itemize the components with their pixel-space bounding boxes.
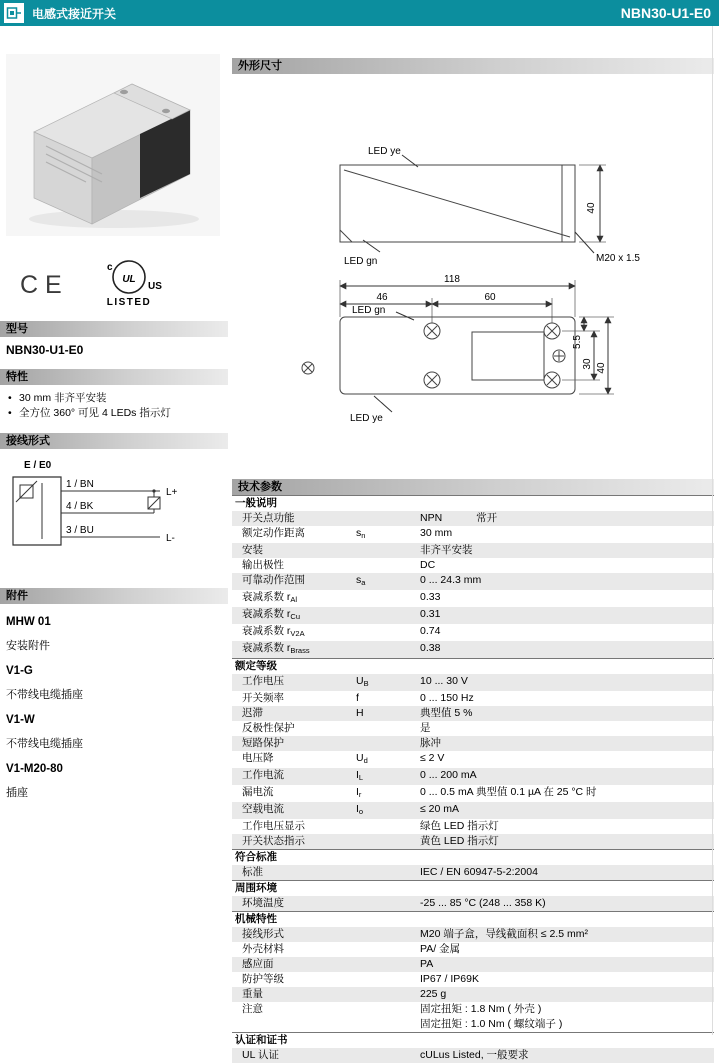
- tech-row-label: 安装: [242, 544, 263, 556]
- left-column: [0, 26, 228, 800]
- tech-row-label: 开关状态指示: [242, 835, 305, 847]
- tech-row-label: 可靠动作范围: [242, 574, 305, 586]
- tech-row-symbol: $I_L$: [356, 769, 364, 782]
- tech-row-label: 环境温度: [242, 897, 284, 909]
- wiring-diagram: [8, 457, 228, 574]
- tech-row-label: 反极性保护: [242, 722, 295, 734]
- tech-row-value: 0.74: [420, 625, 441, 637]
- accessory-desc: 插座: [6, 787, 28, 799]
- tech-row-value: 黄色 LED 指示灯: [420, 835, 499, 847]
- ul-letters: UL: [122, 273, 136, 285]
- tech-row-label: 工作电压: [242, 675, 284, 687]
- ul-us: US: [147, 280, 162, 292]
- tech-row-symbol: f: [356, 692, 359, 704]
- tech-row: [232, 957, 714, 972]
- wiring-title: E / E0: [24, 460, 52, 471]
- tech-row-value: PA/ 金属: [420, 943, 461, 955]
- tech-section-header: 机械特性: [232, 911, 714, 927]
- tech-row: [232, 511, 714, 526]
- tech-row-label: 衰减系数 $r_{Brass}$: [242, 642, 310, 655]
- accessory-desc: 不带线电缆插座: [6, 689, 83, 701]
- tech-row: [232, 785, 714, 802]
- tech-row-value: NPN 常开: [420, 512, 498, 524]
- dim-30: 30: [582, 358, 593, 370]
- dim-40-top: 40: [596, 362, 607, 374]
- dim-40-side: 40: [586, 202, 597, 214]
- model-name: NBN30-U1-E0: [6, 343, 84, 357]
- tech-row: [232, 972, 714, 987]
- tech-row-value: IP67 / IP69K: [420, 973, 479, 985]
- tech-row-label: 标准: [242, 866, 263, 878]
- section-header-connection: 接线形式: [0, 433, 228, 449]
- ul-listed: LISTED: [106, 296, 152, 308]
- section-header-features: 特性: [0, 369, 228, 385]
- tech-row-value: DC: [420, 559, 436, 571]
- tech-row-label: UL 认证: [242, 1049, 279, 1061]
- tech-row: [232, 834, 714, 849]
- tech-row: [232, 865, 714, 880]
- feature-item: • 全方位 360° 可见 4 LEDs 指示灯: [8, 406, 228, 421]
- tech-row-value: -25 ... 85 °C (248 ... 358 K): [420, 897, 546, 909]
- tech-row: [232, 607, 714, 624]
- feature-item: • 30 mm 非齐平安装: [8, 391, 228, 406]
- tech-row-value: 0 ... 200 mA: [420, 769, 477, 781]
- brand-icon: [4, 3, 24, 23]
- tech-row-value: 0.33: [420, 591, 441, 603]
- ul-mark: [95, 258, 169, 313]
- tech-section-header: 额定等级: [232, 658, 714, 674]
- tech-row-value: 典型值 5 %: [420, 707, 473, 719]
- tech-row: [232, 558, 714, 573]
- dim-led-ye-side: LED ye: [368, 146, 401, 157]
- accessory-name: MHW 01: [6, 616, 51, 628]
- tech-row: [232, 624, 714, 641]
- accessory-name: V1-G: [6, 665, 33, 677]
- accessory-desc: 安装附件: [6, 640, 50, 652]
- tech-row-label: 额定动作距离: [242, 527, 305, 539]
- tech-row-symbol: $U_B$: [356, 675, 369, 688]
- dim-led-gn-top: LED gn: [352, 305, 386, 316]
- tech-row-value: 是: [420, 722, 431, 734]
- features-list: [8, 391, 228, 421]
- tech-row: [232, 674, 714, 691]
- tech-row: [232, 751, 714, 768]
- tech-row: [232, 896, 714, 911]
- tech-row-label: 短路保护: [242, 737, 284, 749]
- wiring-lplus-label: L+: [166, 487, 178, 498]
- tech-row-value: 0 ... 150 Hz: [420, 692, 474, 704]
- sensor-glyph-icon: [6, 5, 22, 21]
- tech-row: [232, 590, 714, 607]
- tech-row-label: 输出极性: [242, 559, 284, 571]
- tech-row-label: 注意: [242, 1003, 263, 1015]
- wiring-pin2-label: 4 / BK: [66, 501, 94, 512]
- dim-led-gn-side: LED gn: [344, 256, 378, 267]
- dimension-drawing: [232, 80, 714, 467]
- tech-row-label: 防护等级: [242, 973, 284, 985]
- tech-row: [232, 573, 714, 590]
- accessory-name: V1-W: [6, 714, 35, 726]
- ce-mark: CE: [20, 270, 69, 299]
- tech-row-value: ≤ 2 V: [420, 752, 445, 764]
- tech-row-symbol: $U_d$: [356, 752, 368, 765]
- tech-row-value: 225 g: [420, 988, 447, 1000]
- dim-thread: M20 x 1.5: [596, 253, 640, 264]
- tech-row: [232, 987, 714, 1002]
- product-photo: [6, 54, 222, 241]
- tech-row: [232, 736, 714, 751]
- tech-row: [232, 526, 714, 543]
- tech-row-value: 绿色 LED 指示灯: [420, 820, 499, 832]
- dim-5-5: 5.5: [572, 335, 583, 349]
- tech-row-label: 接线形式: [242, 928, 284, 940]
- tech-row-label: 感应面: [242, 958, 274, 970]
- right-column: [232, 26, 714, 1063]
- tech-row-value: 固定扭矩 : 1.8 Nm ( 外壳 ) 固定扭矩 : 1.0 Nm ( 螺纹端子 ): [420, 1003, 563, 1030]
- page-edge-divider: [712, 26, 713, 1035]
- tech-row-label: 漏电流: [242, 786, 274, 798]
- tech-row: [232, 706, 714, 721]
- accessory-name: V1-M20-80: [6, 763, 63, 775]
- tech-row: [232, 543, 714, 558]
- dim-118: 118: [444, 274, 460, 285]
- tech-row-label: 外壳材料: [242, 943, 284, 955]
- tech-section-header: 符合标准: [232, 849, 714, 865]
- section-header-model: 型号: [0, 321, 228, 337]
- header-bar: [0, 0, 719, 26]
- tech-row: [232, 819, 714, 834]
- tech-row: [232, 927, 714, 942]
- tech-row-value: 30 mm: [420, 527, 453, 539]
- ul-c: c: [106, 261, 113, 273]
- tech-row-symbol: $I_r$: [356, 786, 362, 799]
- tech-row-value: PA: [420, 958, 434, 970]
- tech-row: [232, 802, 714, 819]
- tech-row-symbol: $s_a$: [356, 574, 366, 587]
- tech-row-label: 工作电压显示: [242, 820, 305, 832]
- section-header-tech: 技术参数: [232, 479, 714, 495]
- tech-row-label: 衰减系数 $r_{Al}$: [242, 591, 298, 604]
- tech-row-value: cULus Listed, 一般要求: [420, 1049, 529, 1061]
- tech-section-header: 一般说明: [232, 495, 714, 511]
- section-header-dimensions: 外形尺寸: [232, 58, 714, 74]
- tech-table: [232, 495, 714, 1063]
- tech-row-value: ≤ 20 mA: [420, 803, 460, 815]
- tech-section-header: 周围环境: [232, 880, 714, 896]
- tech-row-label: 工作电流: [242, 769, 284, 781]
- tech-row-value: M20 端子盒，导线截面积 ≤ 2.5 mm²: [420, 928, 588, 940]
- product-photo-image: [6, 54, 220, 236]
- accessory-desc: 不带线电缆插座: [6, 738, 83, 750]
- dim-46: 46: [376, 292, 388, 303]
- tech-row-value: 10 ... 30 V: [420, 675, 468, 687]
- tech-section-header: 认证和证书: [232, 1032, 714, 1048]
- tech-row-value: 0.31: [420, 608, 441, 620]
- tech-row: [232, 768, 714, 785]
- tech-row-label: 电压降: [242, 752, 274, 764]
- tech-row: [232, 691, 714, 706]
- tech-row-value: 0.38: [420, 642, 441, 654]
- wiring-pin3-label: 3 / BU: [66, 525, 94, 536]
- tech-row-label: 衰减系数 $r_{Cu}$: [242, 608, 301, 621]
- part-number: NBN30-U1-E0: [620, 5, 711, 21]
- tech-row: [232, 721, 714, 736]
- tech-row-value: 非齐平安装: [420, 544, 473, 556]
- page-title: 电感式接近开关: [32, 6, 117, 21]
- dim-60: 60: [484, 292, 496, 303]
- accessories-list: [6, 616, 228, 800]
- tech-row-value: IEC / EN 60947-5-2:2004: [420, 866, 538, 878]
- wiring-pin1-label: 1 / BN: [66, 479, 94, 490]
- wiring-lminus-label: L-: [166, 533, 175, 544]
- tech-row-label: 开关点功能: [242, 512, 295, 524]
- tech-row-symbol: $I_o$: [356, 803, 364, 816]
- dim-led-ye-top: LED ye: [350, 413, 383, 424]
- tech-row: [232, 641, 714, 658]
- tech-row-label: 开关频率: [242, 692, 284, 704]
- section-header-accessories: 附件: [0, 588, 228, 604]
- tech-row-symbol: $s_n$: [356, 527, 366, 540]
- tech-row: [232, 1048, 714, 1063]
- tech-row-value: 脉冲: [420, 737, 441, 749]
- tech-row-value: 0 ... 0.5 mA 典型值 0.1 µA 在 25 °C 时: [420, 786, 597, 798]
- tech-row-label: 空载电流: [242, 803, 284, 815]
- tech-row-value: 0 ... 24.3 mm: [420, 574, 482, 586]
- tech-row-label: 重量: [242, 988, 263, 1000]
- tech-row-label: 衰减系数 $r_{V2A}$: [242, 625, 305, 638]
- tech-row: [232, 1002, 714, 1032]
- tech-row-label: 迟滞: [242, 707, 263, 719]
- tech-row-symbol: H: [356, 707, 364, 719]
- tech-row: [232, 942, 714, 957]
